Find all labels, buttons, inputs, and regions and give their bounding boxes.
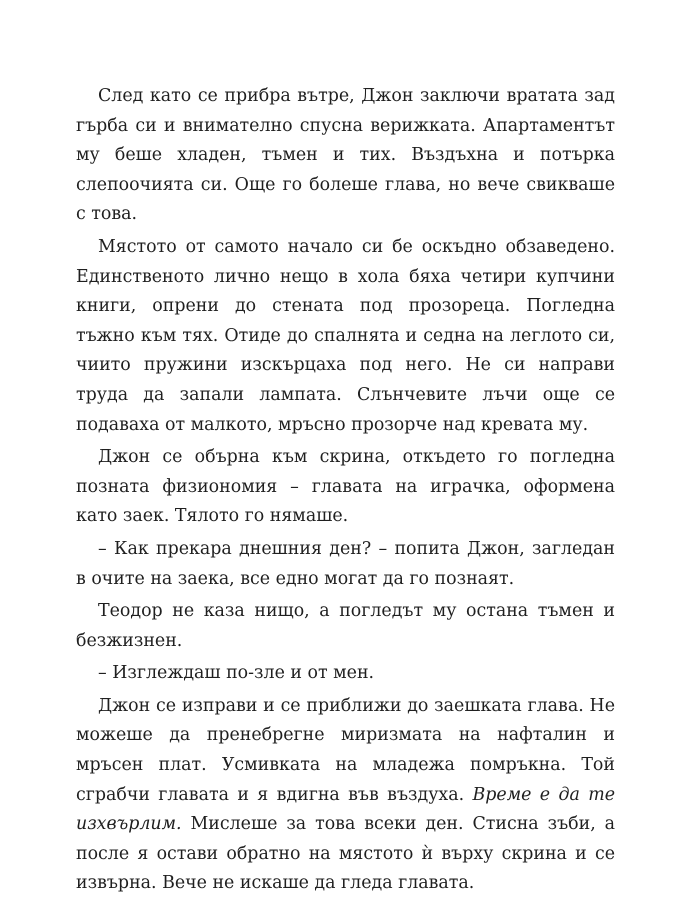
paragraph-7-italic-thought: Време е да те изхвърлим.: [76, 784, 615, 835]
paragraph-2: Мястото от самото начало си бе оскъдно обзаведено. Единственото лично нещо в хола бяха четири купчини книги, опрени до стената под прозореца. Погледна тъжно към тях. Отиде до спалнята и седна на леглото си, чиито пружини изскърцаха под него. Не си направи труда да запали лампата. Слънчевите лъчи още се подаваха от малкото, мръсно прозорче над кревата му.: [76, 236, 615, 435]
paragraph-7: [76, 692, 615, 899]
paragraph-3: Джон се обърна към скрина, откъдето го погледна позната физиономия – главата на играчка, оформена като заек. Тялото го нямаше.: [76, 447, 615, 527]
paragraph-1: След като се прибра вътре, Джон заключи вратата зад гърба си и внимателно спусна верижката. Апартаментът му беше хладен, тъмен и тих. Въздъхна и потърка слепоочията си. Още го болеше глава, но вече свикваше с това.: [76, 86, 615, 225]
paragraph-6-dialogue: – Изглеждаш по-зле и от мен.: [98, 663, 375, 684]
paragraph-7-after: Мислеше за това всеки ден. Стисна зъби, а после я остави обратно на мястото ѝ върху скрина и се извърна. Вече не искаше да гледа главата.: [76, 814, 615, 894]
paragraph-4-dialogue: – Как прекара днешния ден? – попита Джон, загледан в очите на заека, все едно могат да го познаят.: [76, 538, 615, 589]
paragraph-7-before: Джон се изправи и се приближи до заешката глава. Не можеше да пренебрегне миризмата на нафталин и мръсен плат. Усмивката на младежа помръкна. Той сграбчи главата и я вдигна във въздуха.: [76, 695, 615, 805]
paragraph-5: Теодор не каза нищо, а погледът му остана тъмен и безжизнен.: [76, 601, 615, 651]
book-page-text: [76, 82, 615, 899]
